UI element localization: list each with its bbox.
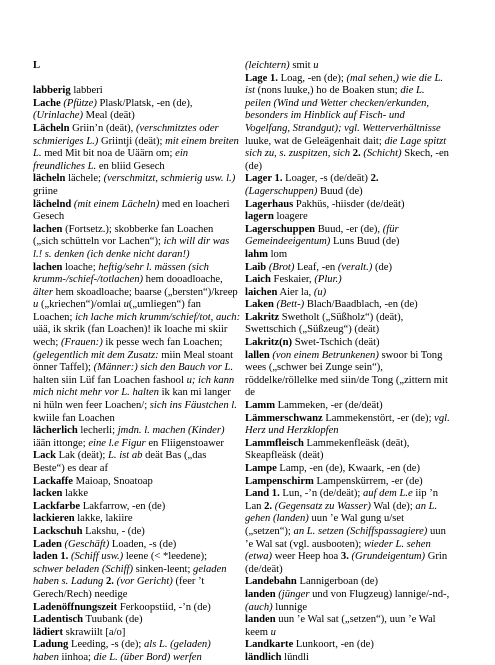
entry-line: Ladenöffnungszeit Ferkoopstiid, -’n (de) xyxy=(33,601,211,613)
entry-line: Lämmerschwanz Lammekenstört, -er (de); vgl. xyxy=(245,412,450,424)
entry-line: („sich schütteln vor Lachen“); ich will dir was xyxy=(33,236,230,248)
entry-line: röddelke/röllelke med siin/de Tong („zittern mit xyxy=(245,374,448,386)
entry-line: (auch) lunnige xyxy=(245,601,308,613)
entry-line: Lamm Lammeken, -er (de/deät) xyxy=(245,400,383,412)
entry-line: Lagerhaus Pakhüs, -hiisder (de/deät) xyxy=(245,198,405,210)
entry-line: ist (nons luuke,) ho de Boaken stun; die L. xyxy=(245,85,425,97)
entry-line: Loachen; ich lache mich krumm/schief/tot, auch: xyxy=(33,311,241,323)
entry-line: haben s. Ladung 2. (vor Gericht) (feer ’t xyxy=(33,576,205,588)
entry-line: Lakritz Swetholt („Süßholz“) (deät), xyxy=(245,311,404,323)
entry-line: Lakritz(n) Swet-Tschich (deät) xyxy=(245,337,380,349)
entry-line: Lackaffe Maioap, Snoatoap xyxy=(33,475,153,487)
entry-line: Lache (Pfütze) Plask/Platsk, -en (de), xyxy=(33,97,193,109)
entry-line: L. med Mit bit noa de Uäärn om; ein xyxy=(33,148,189,160)
entry-line: Ladentisch Tuubank (de) xyxy=(33,614,143,626)
entry-line: älter hem skoadloache; baarse („bersten“)/kreep xyxy=(33,286,238,298)
entry-line: ni hüln wen feer Loachen/; sich ins Fäustchen l. xyxy=(33,400,237,412)
entry-line: Landebahn Lannigerboan (de) xyxy=(245,576,379,588)
entry-line: Lampe Lamp, -en (de), Kwaark, -en (de) xyxy=(245,463,421,474)
entry-line: gehen (landen) uun ’e Wal gung u/set xyxy=(245,513,405,525)
entry-line: Lage 1. Loag, -en (de); (mal sehen,) wie die L. xyxy=(245,72,444,84)
entry-line: freundliches L. en bliid Gesech xyxy=(33,160,165,172)
section-letter: L xyxy=(33,60,41,71)
entry-line: lächeln lächele; (verschmitzt, schmierig usw. l.) xyxy=(33,173,236,185)
entry-line: (etwa) weer Heep hoa 3. (Grundeigentum) Grin xyxy=(245,551,448,563)
entry-line: griine xyxy=(33,185,58,197)
entry-line: kwiile fan Loachen xyxy=(33,412,115,424)
entry-line: lagern loagere xyxy=(245,211,308,223)
entry-line: laden 1. (Schiff usw.) leene (< *leedene); xyxy=(33,551,208,563)
entry-line: Gemeindeeigentum) Luns Buud (de) xyxy=(245,236,400,248)
entry-line: Laib (Brot) Leaf, -en (veralt.) (de) xyxy=(245,261,393,273)
entry-line: lacken lakke xyxy=(33,488,89,500)
entry-line: Vogelfang, Strandgut); vgl. Wetterverhältnisse xyxy=(245,122,441,134)
entry-line: (Lagerschuppen) Buud (de) xyxy=(245,185,363,197)
entry-line: önner Taffel); (Männer:) sich den Bauch vor L. xyxy=(33,362,234,374)
right-column xyxy=(245,60,465,665)
entry-line: Lackschuh Lakshu, - (de) xyxy=(33,525,145,537)
entry-line: ländlich lündli xyxy=(245,651,309,663)
entry-line: (gelegentlich mit dem Zusatz: miin Meal stoant xyxy=(33,349,234,361)
entry-line: Lampenschirm Lampenskürrem, -er (de) xyxy=(245,475,423,487)
entry-line: wees („schwer bei Zunge sein“), xyxy=(245,362,383,374)
entry-line: lächerlich lecherli; jmdn. l. machen (Kinder) xyxy=(33,425,225,437)
entry-line: Gesech xyxy=(33,211,65,223)
entry-line: lädiert skrawiilt [a/o] xyxy=(33,626,126,638)
entry-line: l.! s. denken (ich denke nicht daran!) xyxy=(33,248,190,260)
left-entries xyxy=(33,85,247,664)
entry-line: wech; (Frauen:) ik pesse wech fan Loachen; xyxy=(33,337,223,349)
entry-line: Landkarte Lunkoort, -en (de) xyxy=(245,639,374,651)
entry-line: Lackfarbe Lakfarrow, -en (de) xyxy=(33,500,166,512)
entry-line: Herz und Herzklopfen xyxy=(245,425,339,437)
right-entries xyxy=(245,60,465,665)
entry-line: schmieriges L.) Griintji (deät); mit einem breiten xyxy=(33,135,239,147)
entry-line: uää, ik skrik (fan Loachen)! ik loache mi skiir xyxy=(33,324,228,336)
entry-line: lachen (Fortsetz.); skobberke fan Loachen xyxy=(33,223,214,235)
entry-line: peilen (Wind und Wetter checken/erkunden, xyxy=(245,97,430,109)
dictionary-page xyxy=(33,60,495,663)
entry-line: (leichtern) smit u xyxy=(245,60,319,71)
entry-line: halten siin Lüf fan Loachen fashool u; ich kann xyxy=(33,374,235,386)
entry-line: lallen (von einem Betrunkenen) swoor bi Tong xyxy=(245,349,443,361)
entry-line: schwer beladen (Schiff) sinken-leent; geladen xyxy=(33,563,227,575)
entry-line: haben iinhoa; die L. (über Bord) werfen xyxy=(33,651,202,663)
left-column xyxy=(33,60,247,665)
entry-line: Skeapfleäsk (deät) xyxy=(245,450,324,462)
entry-line: Lagerschuppen Buud, -er (de), (für xyxy=(245,223,399,235)
entry-line: Lammfleisch Lammekenfleäsk (deät), xyxy=(245,437,410,449)
entry-line: besonders im Hinblick auf Fisch- und xyxy=(245,110,405,122)
entry-line: lackieren lakke, lakiire xyxy=(33,513,133,525)
entry-line: Lan 2. (Gegensatz zu Wasser) Wal (de); an L. xyxy=(245,500,438,512)
entry-line: Beste“) es dear af xyxy=(33,463,108,474)
entry-line: Laich Feskaier, (Plur.) xyxy=(245,274,342,286)
entry-line: krumm-/schief-/totlachen) hem dooadloache, xyxy=(33,274,223,286)
entry-line: lächelnd (mit einem Lächeln) med en loacheri xyxy=(33,198,230,210)
entry-line: („setzen“); an L. setzen (Schiffspassagiere) uun xyxy=(245,525,446,537)
entry-line: (de) xyxy=(245,160,263,172)
entry-line: luuke, wat de Geleägenhait dait; die Lage spitzt xyxy=(245,135,447,147)
entry-line: lachen loache; heftig/sehr l. mässen (sich xyxy=(33,261,209,273)
entry-line: Laden (Geschäft) Loaden, -s (de) xyxy=(33,538,177,550)
letter-spacer xyxy=(33,73,247,86)
entry-line: landen (jünger und von Flugzeug) lannige/-nd-, xyxy=(245,588,450,600)
entry-line: keem u xyxy=(245,626,276,638)
entry-line: mich nicht mehr vor L. halten ik kan mi langer xyxy=(33,387,231,399)
entry-line: (Urinlache) Meal (deät) xyxy=(33,110,135,122)
entry-line: lahm lom xyxy=(245,248,288,260)
entry-line: laichen Aier la, (u) xyxy=(245,286,327,298)
entry-line: labberig labberi xyxy=(33,85,103,97)
entry-line: Gerech/Rech) needige xyxy=(33,588,128,600)
entry-line: Land 1. Lun, -’n (de/deät); auf dem L.e iip ’n xyxy=(245,488,439,500)
entry-line: Swettschich („Süßzeug“) (deät) xyxy=(245,324,380,336)
entry-line: Lächeln Griin’n (deät), (verschmitztes oder xyxy=(33,122,219,134)
entry-line: (de/deät) xyxy=(245,563,283,575)
entry-line: Lack Lak (deät); L. ist ab deät Bas („das xyxy=(33,450,207,462)
entry-line: u („kriechen“)/omlai u(„umliegen“) fan xyxy=(33,299,201,311)
entry-line: iään ittonge; eine l.e Figur en Fliigenstoawer xyxy=(33,437,224,449)
entry-line: ’e Wal sat (vgl. ausbooten); wieder L. sehen xyxy=(245,538,431,550)
entry-line: Laken (Bett-) Blach/Baadblach, -en (de) xyxy=(245,299,418,311)
entry-line: Lager 1. Loager, -s (de/deät) 2. xyxy=(245,173,379,185)
entry-line: sich zu, s. zuspitzen, sich 2. (Schicht) Skech, -en xyxy=(245,148,449,160)
entry-line: de xyxy=(245,387,255,399)
entry-line: landen uun ’e Wal sat („setzen“), uun ’e Wal xyxy=(245,614,436,626)
entry-line: Ladung Leeding, -s (de); als L. (geladen) xyxy=(33,639,211,651)
